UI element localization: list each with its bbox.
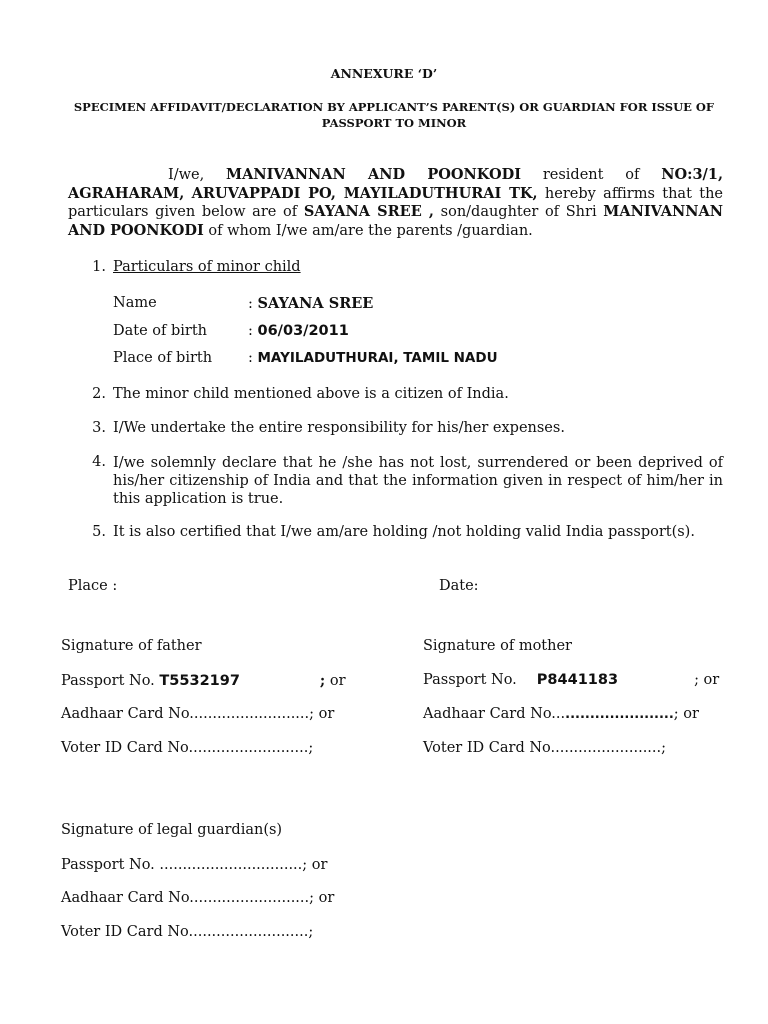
item-citizen-text: The minor child mentioned above is a citizen of India. bbox=[113, 386, 509, 402]
father-passport-number: T5532197 bbox=[159, 673, 240, 689]
colon: : bbox=[248, 296, 258, 312]
mother-aadhaar-line bbox=[423, 706, 699, 722]
particular-label-dob: Date of birth bbox=[113, 323, 208, 339]
item-minor-particulars-heading: Particulars of minor child bbox=[113, 259, 301, 275]
item-number: 3. bbox=[92, 420, 106, 436]
item-number: 1. bbox=[92, 259, 106, 275]
intro-text: son/daughter of Shri bbox=[433, 204, 604, 220]
document-subtitle bbox=[60, 99, 728, 131]
colon: : bbox=[248, 350, 258, 366]
address-line-2: ARUVAPPADI PO, MAYILADUTHURAI TK, bbox=[191, 184, 538, 202]
father-signature-label: Signature of father bbox=[61, 638, 202, 654]
parents-names: MANIVANNAN AND POONKODI bbox=[226, 166, 522, 183]
guardian-signature-label: Signature of legal guardian(s) bbox=[61, 822, 283, 838]
mother-passport-number: P8441183 bbox=[536, 672, 619, 688]
item-number: 2. bbox=[92, 386, 106, 402]
intro-text: of whom I/we am/are the parents /guardian. bbox=[203, 222, 533, 239]
mother-voter-id-line: Voter ID Card No........................; bbox=[423, 740, 667, 756]
particular-label-name: Name bbox=[113, 295, 157, 311]
father-aadhaar-line: Aadhaar Card No..........................; or bbox=[61, 706, 335, 722]
dob-value: 06/03/2011 bbox=[257, 323, 349, 339]
item-passport-certification-text: It is also certified that I/we am/are holding /not holding valid India passport(s). bbox=[113, 524, 695, 540]
particular-value-name bbox=[248, 295, 373, 312]
place-label: Place : bbox=[68, 578, 118, 594]
father-voter-id-line: Voter ID Card No..........................; bbox=[61, 740, 314, 756]
particular-label-place: Place of birth bbox=[113, 350, 213, 366]
passport-label: Passport No. bbox=[61, 673, 160, 689]
address-line-1: NO:3/1, AGRAHARAM, bbox=[68, 166, 723, 202]
intro-paragraph bbox=[68, 166, 723, 240]
particular-value-dob bbox=[248, 323, 349, 339]
shri-names: MANIVANNAN AND POONKODI bbox=[68, 203, 724, 239]
child-name-inline: SAYANA SREE , bbox=[303, 203, 434, 220]
dotted-fill: ...................... bbox=[565, 707, 674, 722]
father-passport-line bbox=[61, 672, 346, 689]
intro-text: hereby affirms that the particulars given below are of bbox=[68, 185, 724, 220]
colon: : bbox=[248, 323, 258, 339]
intro-text: resident of bbox=[521, 167, 662, 183]
particular-value-place bbox=[248, 350, 498, 366]
guardian-aadhaar-line: Aadhaar Card No..........................; or bbox=[61, 890, 335, 906]
intro-text: I/we, bbox=[168, 167, 227, 183]
aadhaar-label: Aadhaar Card No... bbox=[423, 706, 566, 722]
mother-signature-label: Signature of mother bbox=[423, 638, 572, 654]
item-number: 4. bbox=[92, 454, 106, 470]
item-declaration-text: I/we solemnly declare that he /she has not lost, surrendered or been deprived of his/her citizenship of India and that the information given in respect of him/her in this application is true. bbox=[113, 455, 723, 507]
or-text: or bbox=[325, 673, 346, 689]
place-of-birth-value: MAYILADUTHURAI, TAMIL NADU bbox=[257, 350, 498, 366]
guardian-passport-line: Passport No. ...............................; or bbox=[61, 857, 328, 873]
date-label: Date: bbox=[439, 578, 479, 594]
annexure-title: ANNEXURE ‘D’ bbox=[330, 66, 438, 81]
subtitle-line-2: PASSPORT TO MINOR bbox=[321, 116, 467, 130]
item-responsibility-text: I/We undertake the entire responsibility for his/her expenses. bbox=[113, 420, 565, 436]
passport-label: Passport No. bbox=[423, 672, 517, 688]
mother-passport-line bbox=[423, 672, 719, 688]
semicolon: ; bbox=[319, 672, 326, 689]
subtitle-line-1: SPECIMEN AFFIDAVIT/DECLARATION BY APPLICANT’S PARENT(S) OR GUARDIAN FOR ISSUE OF bbox=[73, 100, 715, 114]
child-name-value: SAYANA SREE bbox=[257, 295, 374, 312]
guardian-voter-id-line: Voter ID Card No..........................; bbox=[61, 924, 314, 940]
item-number: 5. bbox=[92, 524, 106, 540]
or-text: ; or bbox=[673, 706, 699, 722]
or-text: ; or bbox=[694, 672, 720, 688]
